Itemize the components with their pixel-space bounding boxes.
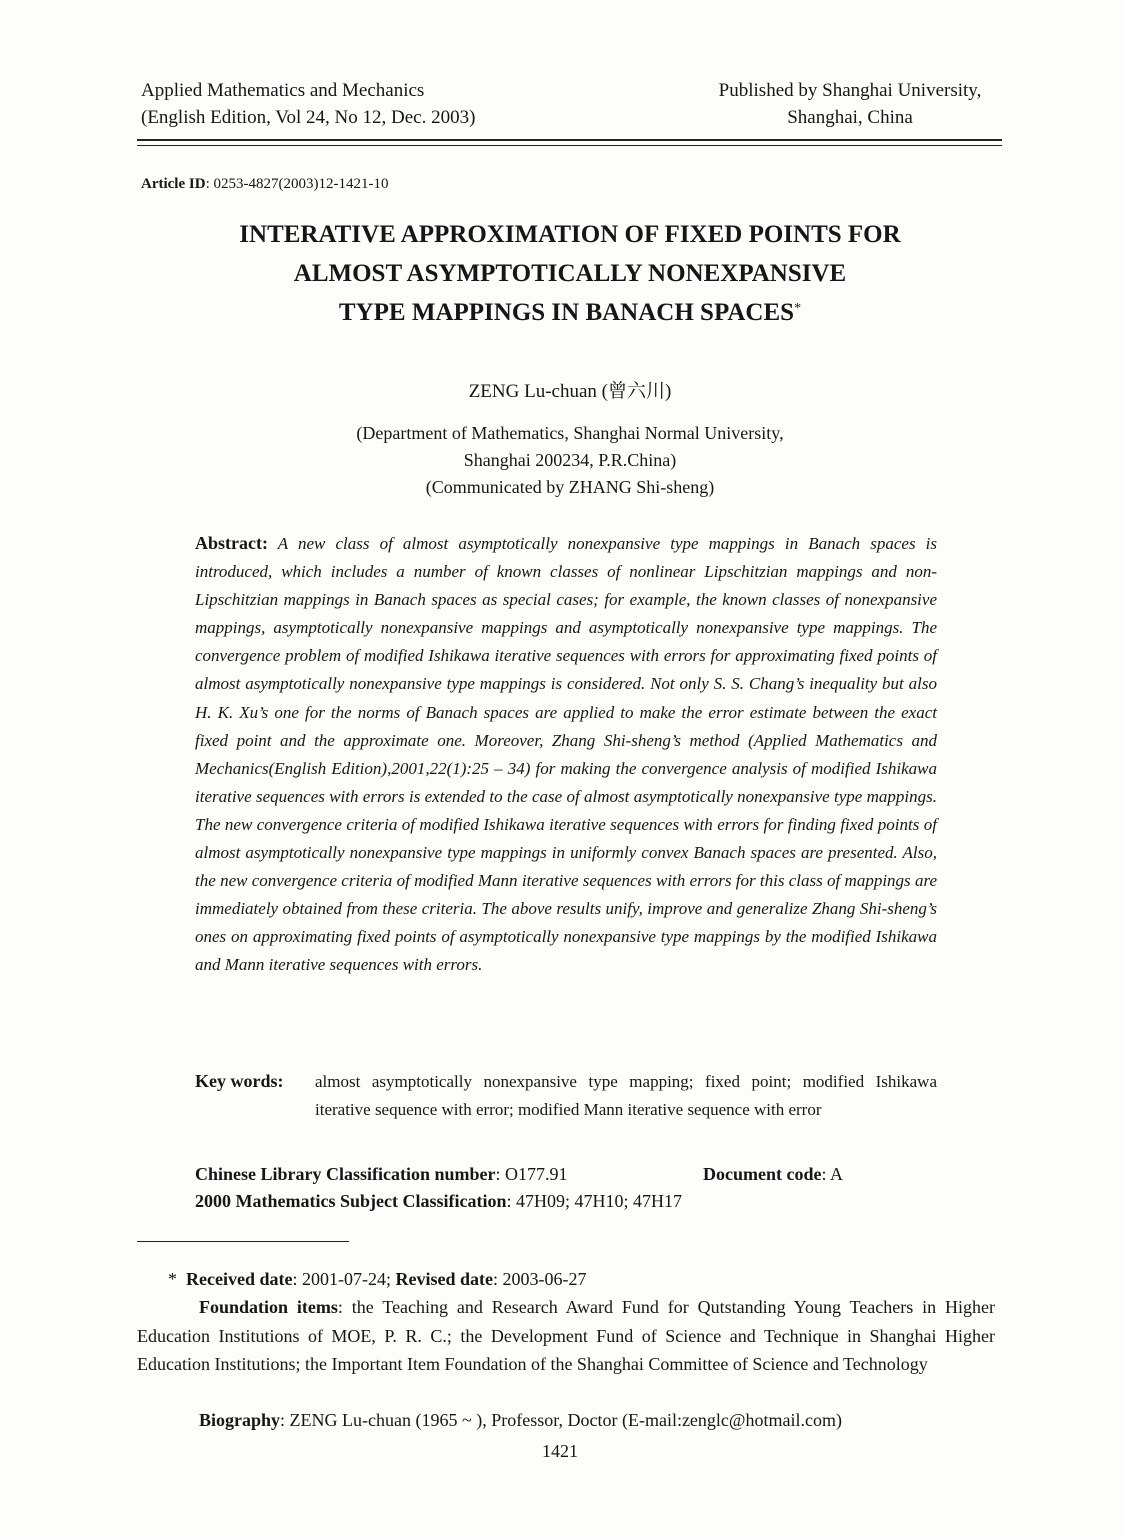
received-value: : 2001-07-24;	[292, 1269, 391, 1289]
msc-label: 2000 Mathematics Subject Classification	[195, 1191, 507, 1211]
received-label: Received date	[186, 1269, 293, 1289]
author-name: ZENG Lu-chuan (曾六川)	[468, 381, 672, 402]
journal-name: Applied Mathematics and Mechanics	[141, 80, 425, 101]
foundation-label: Foundation items	[199, 1297, 338, 1317]
abstract	[195, 529, 937, 980]
journal-edition: (English Edition, Vol 24, No 12, Dec. 2003)	[141, 107, 476, 128]
key-words-label: Key words:	[195, 1071, 284, 1091]
journal-header	[141, 77, 475, 131]
biography-text: : ZENG Lu-chuan (1965 ~ ), Professor, Doctor (E-mail:zenglc@hotmail.com)	[280, 1410, 842, 1430]
revised-label: Revised date	[395, 1269, 493, 1289]
publisher-name: Published by Shanghai University,	[718, 80, 982, 101]
title-footnote-mark: *	[794, 301, 802, 316]
msc-classification	[195, 1188, 682, 1215]
header-rule-thin	[137, 145, 1002, 146]
biography	[199, 1406, 842, 1434]
key-words	[195, 1068, 937, 1123]
header-rule-thick	[137, 139, 1002, 141]
doc-code-value: : A	[821, 1164, 843, 1184]
revised-value: : 2003-06-27	[492, 1269, 587, 1289]
publisher-location: Shanghai, China	[787, 107, 913, 128]
affiliation-line-2: Shanghai 200234, P.R.China)	[463, 450, 677, 470]
foundation-items	[137, 1293, 995, 1379]
page-number: 1421	[542, 1441, 578, 1461]
footnote-rule	[137, 1241, 349, 1242]
affiliation	[120, 420, 1020, 501]
msc-value: : 47H09; 47H10; 47H17	[506, 1191, 682, 1211]
received-dates	[168, 1265, 586, 1293]
publisher-header	[700, 77, 1000, 131]
abstract-label: Abstract:	[195, 533, 268, 553]
title-line-3: TYPE MAPPINGS IN BANACH SPACES	[338, 299, 795, 326]
article-id	[141, 176, 388, 193]
article-id-value: : 0253-4827(2003)12-1421-10	[205, 176, 389, 192]
title-line-3-wrap	[120, 293, 1020, 332]
title-line-1: INTERATIVE APPROXIMATION OF FIXED POINTS FOR	[239, 221, 901, 248]
clc-label: Chinese Library Classification number	[195, 1164, 496, 1184]
foundation-text: : the Teaching and Research Award Fund for Qutstanding Young Teachers in Higher Education Institutions of MOE, P. R. C.; the Development Fund of Science and Technique in Shanghai Higher Education Institutions; the Important Item Foundation of the Shanghai Committee of Science and Technology	[137, 1297, 995, 1374]
communicated-by: (Communicated by ZHANG Shi-sheng)	[425, 477, 715, 497]
clc-number	[195, 1161, 568, 1188]
paper-title	[120, 215, 1020, 332]
clc-value: : O177.91	[495, 1164, 568, 1184]
affiliation-line-1: (Department of Mathematics, Shanghai Normal University,	[356, 423, 784, 443]
footnote-mark: *	[168, 1269, 177, 1289]
document-code	[703, 1161, 843, 1188]
biography-label: Biography	[199, 1410, 281, 1430]
abstract-text: A new class of almost asymptotically nonexpansive type mappings in Banach spaces is introduced, which includes a number of known classes of nonlinear Lipschitzian mappings and non-Lipschitzian mappings in Banach spaces as special cases; for example, the known classes of nonexpansive mappings, asymptotically nonexpansive mappings and asymptotically nonexpansive type mappings. The convergence problem of modified Ishikawa iterative sequences with errors for approximating fixed points of almost asymptotically nonexpansive type mappings is considered. Not only S. S. Chang’s inequality but also H. K. Xu’s one for the norms of Banach spaces are applied to make the error estimate between the exact fixed point and the approximate one. Moreover, Zhang Shi-sheng’s method (Applied Mathematics and Mechanics(English Edition),2001,22(1):25 – 34) for making the convergence analysis of modified Ishikawa iterative sequences with errors is extended to the case of almost asymptotically nonexpansive type mappings. The new convergence criteria of modified Ishikawa iterative sequences with errors for finding fixed points of almost asymptotically nonexpansive type mappings in uniformly convex Banach spaces are presented. Also, the new convergence criteria of modified Mann iterative sequences with errors for this class of mappings are immediately obtained from these criteria. The above results unify, improve and generalize Zhang Shi-sheng’s ones on approximating fixed points of asymptotically nonexpansive type mappings by the modified Ishikawa and Mann iterative sequences with errors.	[195, 534, 937, 975]
article-id-label: Article ID	[141, 176, 206, 192]
title-line-2: ALMOST ASYMPTOTICALLY NONEXPANSIVE	[293, 260, 847, 287]
key-words-text: almost asymptotically nonexpansive type mapping; fixed point; modified Ishikawa iterative sequence with error; modified Mann iterative sequence with error	[315, 1072, 937, 1119]
doc-code-label: Document code	[703, 1164, 822, 1184]
